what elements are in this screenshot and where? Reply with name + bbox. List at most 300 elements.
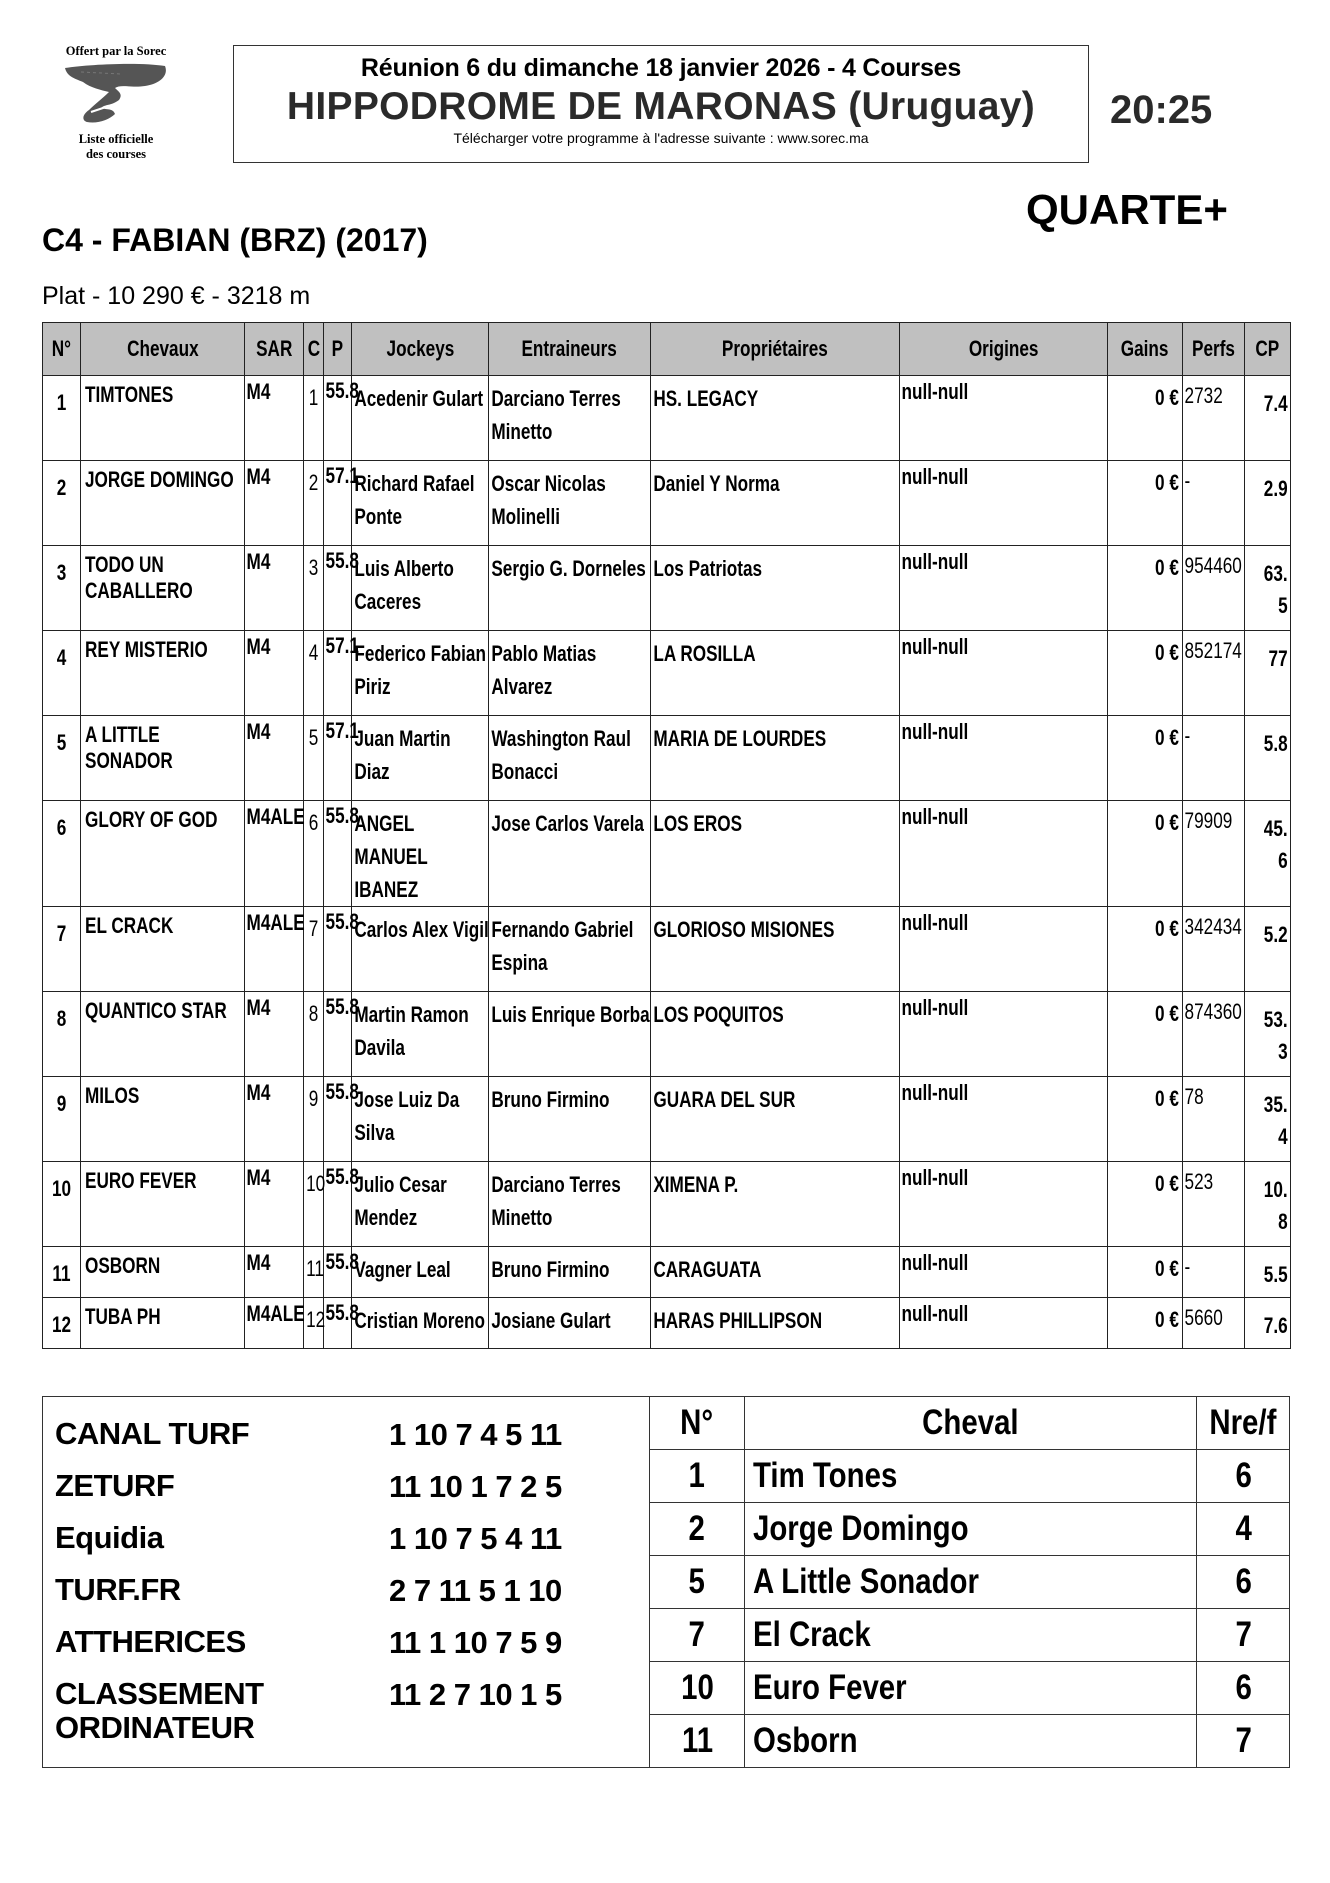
odds-cell: [1245, 716, 1291, 801]
table-row: [43, 992, 1291, 1077]
earnings-cell: [1108, 907, 1183, 992]
selection-count-cell: [1197, 1662, 1290, 1715]
weight: 55.8: [325, 1249, 359, 1274]
selection-number-cell: [650, 1609, 745, 1662]
trainer-name: Luis Enrique Borba: [491, 1002, 650, 1027]
odds: 2.9: [1263, 476, 1288, 501]
jockey-name-cell: [352, 461, 489, 546]
selection-horse: El Crack: [753, 1615, 871, 1654]
selection-number: 7: [688, 1615, 706, 1654]
horse-name: GLORY OF GOD: [85, 807, 218, 832]
horse-name-cell: [81, 907, 245, 992]
horse-name-cell: [81, 1162, 245, 1247]
trainer-name-cell: [489, 716, 651, 801]
trainer-name: Josiane Gulart: [491, 1308, 611, 1333]
col-header-p: P: [324, 323, 352, 376]
jockey-name: Juan Martin Diaz: [354, 726, 451, 784]
horse-name-cell: [81, 1077, 245, 1162]
odds-cell: [1245, 907, 1291, 992]
draw-number-cell: [304, 716, 324, 801]
draw-number-cell: [304, 376, 324, 461]
racecourse-name: HIPPODROME DE MARONAS (Uruguay): [286, 85, 1036, 128]
sex-age-breed-cell: [245, 1247, 304, 1298]
weight-cell: [324, 716, 359, 801]
weight: 55.8: [325, 803, 359, 828]
prediction-source: Equidia: [55, 1520, 164, 1555]
origins: null-null: [901, 910, 969, 935]
owner-name: Daniel Y Norma: [653, 471, 780, 496]
origins: null-null: [901, 995, 969, 1020]
selection-col-num: N°: [650, 1397, 745, 1450]
performances-cell: [1183, 376, 1245, 461]
earnings: 0 €: [1155, 1307, 1179, 1332]
selection-number-cell: [650, 1556, 745, 1609]
selection-horse-cell: [745, 1662, 1197, 1715]
horse-name: JORGE DOMINGO: [85, 467, 234, 492]
performances: 852174: [1184, 638, 1242, 663]
runner-number-cell: [43, 1247, 81, 1298]
earnings: 0 €: [1155, 1001, 1179, 1026]
table-row: [43, 546, 1291, 631]
odds: 5.2: [1263, 922, 1288, 947]
trainer-name: Fernando Gabriel Espina: [491, 917, 634, 975]
draw-number-cell: [304, 1247, 324, 1298]
odds-cell: [1245, 376, 1291, 461]
table-row: [43, 631, 1291, 716]
table-row: [43, 801, 1291, 907]
odds-cell: [1245, 801, 1291, 907]
owner-name-cell: [651, 1247, 900, 1298]
performances-cell: [1183, 801, 1245, 907]
weight-cell: [324, 376, 359, 461]
horse-name: REY MISTERIO: [85, 637, 208, 662]
selection-horse-cell: [745, 1715, 1197, 1768]
owner-name-cell: [651, 716, 900, 801]
col-header-c: C: [304, 323, 324, 376]
weight-cell: [324, 801, 359, 907]
horse-name-cell: [81, 461, 245, 546]
odds: 35.4: [1263, 1092, 1288, 1149]
selection-number: 2: [688, 1509, 706, 1548]
runners-table: [42, 322, 1291, 1349]
draw-number: 8: [308, 1001, 319, 1026]
col-header-num: N°: [43, 323, 81, 376]
owner-name: HS. LEGACY: [653, 386, 759, 411]
origins: null-null: [901, 1250, 969, 1275]
trainer-name: Oscar Nicolas Molinelli: [491, 471, 606, 529]
trainer-name-cell: [489, 461, 651, 546]
odds-cell: [1245, 1298, 1291, 1349]
prediction-source: ATTHERICES: [55, 1624, 246, 1659]
weight: 57.1: [325, 463, 359, 488]
performances-cell: [1183, 1162, 1245, 1247]
prediction-source: CLASSEMENT ORDINATEUR: [55, 1676, 264, 1745]
sex-age-breed: M4: [246, 634, 271, 659]
table-row: [43, 1077, 1291, 1162]
selection-number: 1: [688, 1456, 706, 1495]
odds: 63.5: [1263, 561, 1288, 618]
sex-age-breed: M4: [246, 464, 271, 489]
draw-number-cell: [304, 461, 324, 546]
selection-count: 7: [1235, 1721, 1252, 1760]
origins: null-null: [901, 634, 969, 659]
runner-number: 12: [51, 1312, 72, 1337]
trainer-name: Jose Carlos Varela: [491, 811, 644, 836]
earnings: 0 €: [1155, 1256, 1179, 1281]
jockey-name: Vagner Leal: [354, 1257, 451, 1282]
horse-name-cell: [81, 376, 245, 461]
jockey-name: ANGEL MANUEL IBANEZ: [354, 811, 428, 902]
sex-age-breed: M4ALE: [246, 1301, 305, 1326]
selection-horse: Euro Fever: [753, 1668, 907, 1707]
owner-name: LOS POQUITOS: [653, 1002, 784, 1027]
sex-age-breed-cell: [245, 631, 304, 716]
prediction-picks: 1 10 7 4 5 11: [389, 1417, 562, 1452]
col-header-trainers: Entraineurs: [489, 323, 651, 376]
trainer-name: Sergio G. Dorneles: [491, 556, 646, 581]
runner-number-cell: [43, 801, 81, 907]
prediction-source: TURF.FR: [55, 1572, 181, 1607]
horse-name: EL CRACK: [85, 913, 174, 938]
weight-cell: [324, 1077, 359, 1162]
selection-horse-cell: [745, 1503, 1197, 1556]
trainer-name: Washington Raul Bonacci: [491, 726, 631, 784]
owner-name: GLORIOSO MISIONES: [653, 917, 835, 942]
jockey-name-cell: [352, 631, 489, 716]
sex-age-breed-cell: [245, 907, 304, 992]
weight-cell: [324, 1247, 359, 1298]
horse-name: A LITTLE SONADOR: [85, 722, 173, 773]
sex-age-breed-cell: [245, 461, 304, 546]
origins-cell: [900, 546, 1108, 631]
owner-name: XIMENA P.: [653, 1172, 739, 1197]
trainer-name-cell: [489, 992, 651, 1077]
weight: 57.1: [325, 633, 359, 658]
jockey-name: Carlos Alex Vigil: [354, 917, 489, 942]
odds: 10.8: [1263, 1177, 1288, 1234]
performances: 5660: [1184, 1305, 1223, 1330]
horse-name: TODO UN CABALLERO: [85, 552, 193, 603]
selection-count: 6: [1235, 1456, 1252, 1495]
horse-name-cell: [81, 546, 245, 631]
weight-cell: [324, 631, 359, 716]
runner-number: 10: [51, 1176, 72, 1201]
selection-horse: Osborn: [753, 1721, 858, 1760]
sex-age-breed-cell: [245, 1162, 304, 1247]
table-row: [43, 1247, 1291, 1298]
trainer-name: Bruno Firmino: [491, 1257, 610, 1282]
selection-header-row: [650, 1397, 1290, 1450]
sex-age-breed-cell: [245, 376, 304, 461]
selection-count-cell: [1197, 1556, 1290, 1609]
selection-row: [650, 1556, 1290, 1609]
draw-number: 7: [308, 916, 319, 941]
earnings-cell: [1108, 546, 1183, 631]
origins: null-null: [901, 464, 969, 489]
runner-number: 9: [56, 1091, 67, 1116]
table-row: [43, 907, 1291, 992]
horse-jockey-logo-icon: [61, 62, 171, 126]
horse-name-cell: [81, 1298, 245, 1349]
jockey-name-cell: [352, 1247, 489, 1298]
origins-cell: [900, 461, 1108, 546]
trainer-name-cell: [489, 907, 651, 992]
performances: -: [1184, 723, 1191, 748]
selection-horse: A Little Sonador: [753, 1562, 979, 1601]
performances: 79909: [1184, 808, 1233, 833]
selection-horse-cell: [745, 1609, 1197, 1662]
sex-age-breed-cell: [245, 992, 304, 1077]
runner-number: 11: [52, 1261, 71, 1286]
draw-number: 4: [308, 640, 319, 665]
col-header-horse: Chevaux: [81, 323, 245, 376]
selection-number-cell: [650, 1450, 745, 1503]
earnings: 0 €: [1155, 1086, 1179, 1111]
origins-cell: [900, 1298, 1108, 1349]
selection-row: [650, 1450, 1290, 1503]
selection-horse: Jorge Domingo: [753, 1509, 969, 1548]
selection-row: [650, 1503, 1290, 1556]
sex-age-breed: M4: [246, 379, 271, 404]
earnings-cell: [1108, 1162, 1183, 1247]
draw-number: 2: [308, 470, 319, 495]
meeting-info: Réunion 6 du dimanche 18 janvier 2026 - 4 Courses: [360, 54, 962, 82]
table-row: [43, 716, 1291, 801]
horse-name: EURO FEVER: [85, 1168, 197, 1193]
origins: null-null: [901, 804, 969, 829]
race-subtitle: Plat - 10 290 € - 3218 m: [42, 282, 311, 310]
jockey-name-cell: [352, 546, 489, 631]
table-header-row: [43, 323, 1291, 376]
jockey-name-cell: [352, 1077, 489, 1162]
selection-row: [650, 1715, 1290, 1768]
origins: null-null: [901, 549, 969, 574]
jockey-name-cell: [352, 801, 489, 907]
owner-name-cell: [651, 631, 900, 716]
odds: 7.4: [1263, 391, 1288, 416]
odds: 5.5: [1263, 1262, 1288, 1287]
performances: 523: [1184, 1169, 1214, 1194]
jockey-name: Luis Alberto Caceres: [354, 556, 454, 614]
odds-cell: [1245, 461, 1291, 546]
owner-name-cell: [651, 907, 900, 992]
origins: null-null: [901, 1080, 969, 1105]
horse-name-cell: [81, 716, 245, 801]
prediction-picks: 11 1 10 7 5 9: [389, 1625, 562, 1660]
draw-number-cell: [304, 907, 324, 992]
performances: 78: [1184, 1084, 1204, 1109]
selection-col-horse: Cheval: [745, 1397, 1197, 1450]
sorec-logo: [52, 44, 180, 166]
horse-name: MILOS: [85, 1083, 140, 1108]
weight: 55.8: [325, 378, 359, 403]
weight: 55.8: [325, 1164, 359, 1189]
jockey-name-cell: [352, 1298, 489, 1349]
earnings-cell: [1108, 716, 1183, 801]
trainer-name-cell: [489, 1162, 651, 1247]
runner-number-cell: [43, 1162, 81, 1247]
origins: null-null: [901, 379, 969, 404]
draw-number-cell: [304, 1162, 324, 1247]
runner-number-cell: [43, 716, 81, 801]
performances: -: [1184, 1254, 1191, 1279]
sex-age-breed: M4ALE: [246, 804, 305, 829]
draw-number: 9: [308, 1086, 319, 1111]
sex-age-breed-cell: [245, 716, 304, 801]
performances: -: [1184, 468, 1191, 493]
earnings-cell: [1108, 376, 1183, 461]
sex-age-breed-cell: [245, 546, 304, 631]
draw-number: 10: [306, 1171, 326, 1196]
weight-cell: [324, 546, 359, 631]
draw-number: 1: [308, 385, 319, 410]
selection-row: [650, 1662, 1290, 1715]
performances-cell: [1183, 716, 1245, 801]
owner-name: GUARA DEL SUR: [653, 1087, 796, 1112]
draw-number: 12: [306, 1307, 326, 1332]
jockey-name-cell: [352, 376, 489, 461]
weight: 55.8: [325, 548, 359, 573]
table-row: [43, 461, 1291, 546]
odds: 53.3: [1263, 1007, 1288, 1064]
selection-count: 7: [1235, 1615, 1252, 1654]
prediction-picks: 11 2 7 10 1 5: [389, 1677, 562, 1712]
owner-name-cell: [651, 546, 900, 631]
origins: null-null: [901, 1301, 969, 1326]
weight: 57.1: [325, 718, 359, 743]
earnings: 0 €: [1155, 1171, 1179, 1196]
earnings-cell: [1108, 1298, 1183, 1349]
sex-age-breed: M4: [246, 1080, 271, 1105]
prediction-picks: 1 10 7 5 4 11: [389, 1521, 562, 1556]
bet-type: QUARTE+: [1026, 186, 1228, 233]
earnings: 0 €: [1155, 470, 1179, 495]
logo-top-text: Offert par la Sorec: [65, 44, 167, 58]
performances: 954460: [1184, 553, 1242, 578]
weight: 55.8: [325, 1079, 359, 1104]
draw-number-cell: [304, 992, 324, 1077]
runner-number: 1: [56, 390, 67, 415]
earnings-cell: [1108, 801, 1183, 907]
origins-cell: [900, 631, 1108, 716]
origins-cell: [900, 801, 1108, 907]
draw-number-cell: [304, 631, 324, 716]
col-header-sar: SAR: [245, 323, 304, 376]
weight-cell: [324, 992, 359, 1077]
owner-name-cell: [651, 1077, 900, 1162]
origins-cell: [900, 376, 1108, 461]
draw-number-cell: [304, 1077, 324, 1162]
owner-name-cell: [651, 376, 900, 461]
jockey-name: Cristian Moreno: [354, 1308, 485, 1333]
runner-number-cell: [43, 376, 81, 461]
runner-number-cell: [43, 461, 81, 546]
earnings: 0 €: [1155, 810, 1179, 835]
trainer-name: Bruno Firmino: [491, 1087, 610, 1112]
earnings-cell: [1108, 1077, 1183, 1162]
horse-name: OSBORN: [85, 1253, 161, 1278]
predictions-list: [43, 1397, 651, 1767]
predictions-section: [42, 1396, 1290, 1768]
selection-row: [650, 1609, 1290, 1662]
draw-number-cell: [304, 546, 324, 631]
performances-cell: [1183, 1298, 1245, 1349]
trainer-name: Darciano Terres Minetto: [491, 1172, 621, 1230]
logo-bottom-line1: Liste officielle: [78, 132, 154, 146]
weight: 55.8: [325, 994, 359, 1019]
owner-name-cell: [651, 1162, 900, 1247]
horse-name-cell: [81, 992, 245, 1077]
owner-name-cell: [651, 461, 900, 546]
odds-cell: [1245, 631, 1291, 716]
weight-cell: [324, 1162, 359, 1247]
sex-age-breed: M4: [246, 1250, 271, 1275]
runner-number: 7: [56, 921, 67, 946]
draw-number: 11: [306, 1256, 324, 1281]
jockey-name: Jose Luiz Da Silva: [354, 1087, 460, 1145]
jockey-name: Richard Rafael Ponte: [354, 471, 475, 529]
performances-cell: [1183, 992, 1245, 1077]
runner-number: 5: [56, 730, 67, 755]
trainer-name-cell: [489, 1298, 651, 1349]
odds: 7.6: [1263, 1313, 1288, 1338]
origins-cell: [900, 907, 1108, 992]
prediction-picks: 2 7 11 5 1 10: [389, 1573, 562, 1608]
trainer-name-cell: [489, 546, 651, 631]
jockey-name: Acedenir Gulart: [354, 386, 484, 411]
table-row: [43, 376, 1291, 461]
runner-number-cell: [43, 907, 81, 992]
prediction-source: CANAL TURF: [55, 1416, 250, 1451]
col-header-owners: Propriétaires: [651, 323, 900, 376]
sex-age-breed-cell: [245, 1077, 304, 1162]
runner-number-cell: [43, 546, 81, 631]
owner-name: LA ROSILLA: [653, 641, 756, 666]
selection-horse-cell: [745, 1450, 1197, 1503]
jockey-name-cell: [352, 1162, 489, 1247]
runner-number: 2: [56, 475, 67, 500]
origins-cell: [900, 716, 1108, 801]
earnings: 0 €: [1155, 916, 1179, 941]
runner-number-cell: [43, 992, 81, 1077]
earnings: 0 €: [1155, 385, 1179, 410]
selection-count-cell: [1197, 1715, 1290, 1768]
odds: 45.6: [1263, 816, 1288, 873]
race-title: C4 - FABIAN (BRZ) (2017): [42, 222, 428, 258]
runner-number-cell: [43, 1298, 81, 1349]
trainer-name-cell: [489, 801, 651, 907]
selection-number-cell: [650, 1715, 745, 1768]
horse-name-cell: [81, 631, 245, 716]
performances: 874360: [1184, 999, 1242, 1024]
horse-name: TIMTONES: [85, 382, 174, 407]
runner-number-cell: [43, 1077, 81, 1162]
draw-number-cell: [304, 801, 324, 907]
owner-name: Los Patriotas: [653, 556, 763, 581]
odds-cell: [1245, 1077, 1291, 1162]
jockey-name-cell: [352, 992, 489, 1077]
race-time: 20:25: [1110, 88, 1213, 132]
trainer-name-cell: [489, 1247, 651, 1298]
sex-age-breed-cell: [245, 801, 304, 907]
col-header-gains: Gains: [1108, 323, 1183, 376]
selection-horse: Tim Tones: [753, 1456, 898, 1495]
sex-age-breed: M4: [246, 719, 271, 744]
selection-count: 6: [1235, 1562, 1252, 1601]
earnings: 0 €: [1155, 555, 1179, 580]
trainer-name-cell: [489, 1077, 651, 1162]
sex-age-breed: M4: [246, 1165, 271, 1190]
